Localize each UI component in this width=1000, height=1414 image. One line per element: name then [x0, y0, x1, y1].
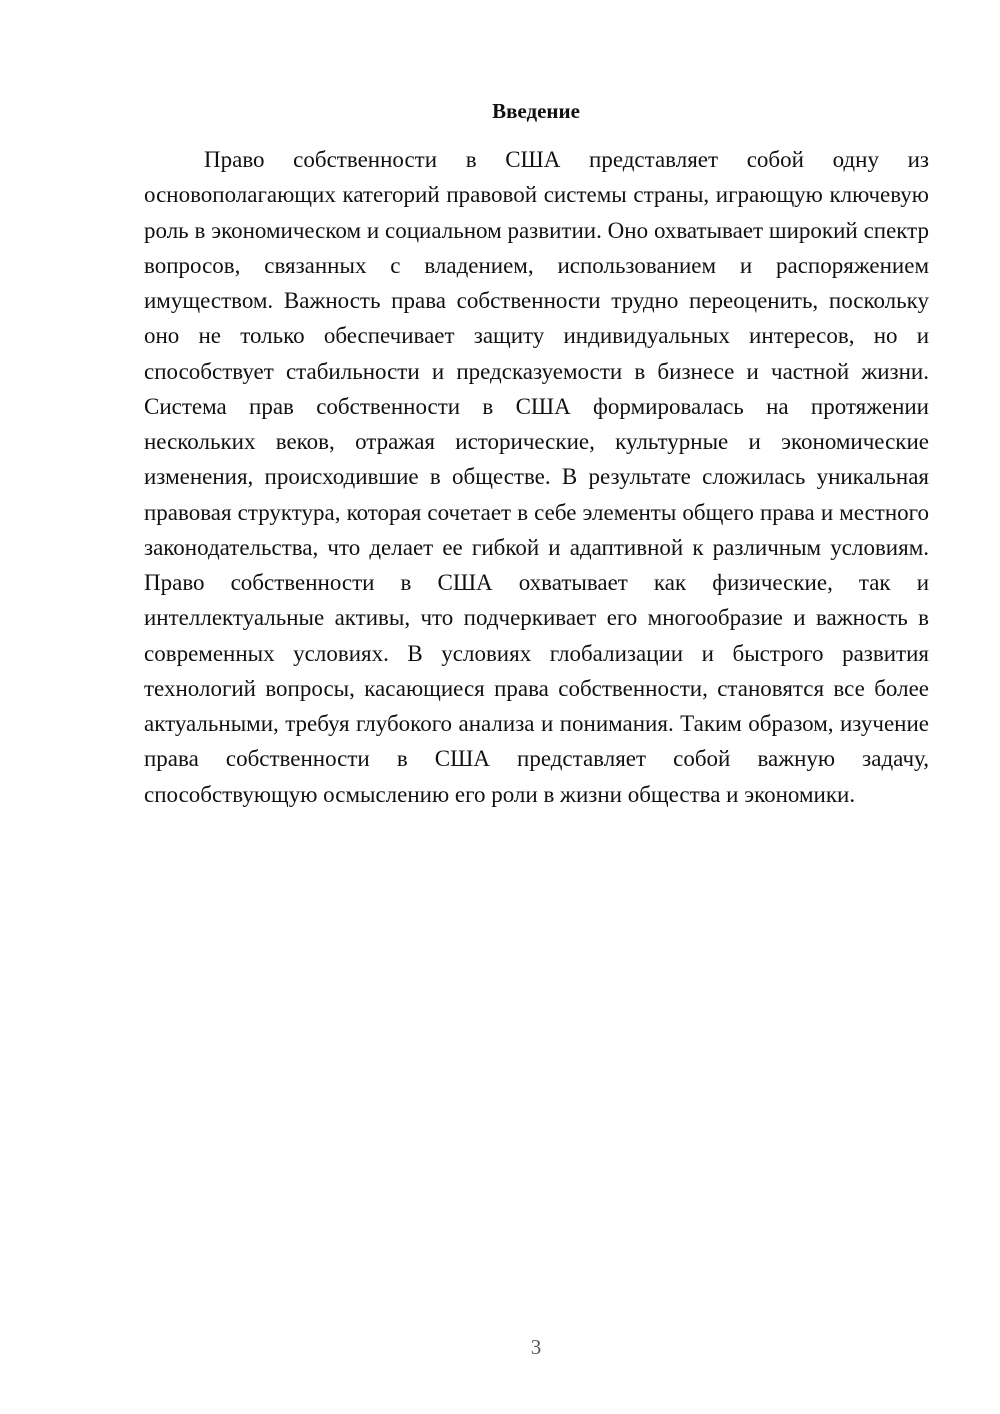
section-heading: Введение: [492, 99, 580, 123]
body-paragraph: Право собственности в США представляет собой одну из основополагающих категорий правовой системы страны, играющую ключевую роль в экономическом и социальном развитии. Оно охватывает широкий спектр вопросов, связанных с владением, использованием и распоряжением имуществом. Важность права собственности трудно переоценить, поскольку оно не только обеспечивает защиту индивидуальных интересов, но и способствует стабильности и предсказуемости в бизнесе и частной жизни. Система прав собственности в США формировалась на протяжении нескольких веков, отражая исторические, культурные и экономические изменения, происходившие в обществе. В результате сложилась уникальная правовая структура, которая сочетает в себе элементы общего права и местного законодательства, что делает ее гибкой и адаптивной к различным условиям. Право собственности в США охватывает как физические, так и интеллектуальные активы, что подчеркивает его многообразие и важность в современных условиях. В условиях глобализации и быстрого развития технологий вопросы, касающиеся права собственности, становятся все более актуальными, требуя глубокого анализа и понимания. Таким образом, изучение права собственности в США представляет собой важную задачу, способствующую осмыслению его роли в жизни общества и экономики.: [144, 147, 929, 807]
page-number: 3: [530, 1335, 542, 1359]
